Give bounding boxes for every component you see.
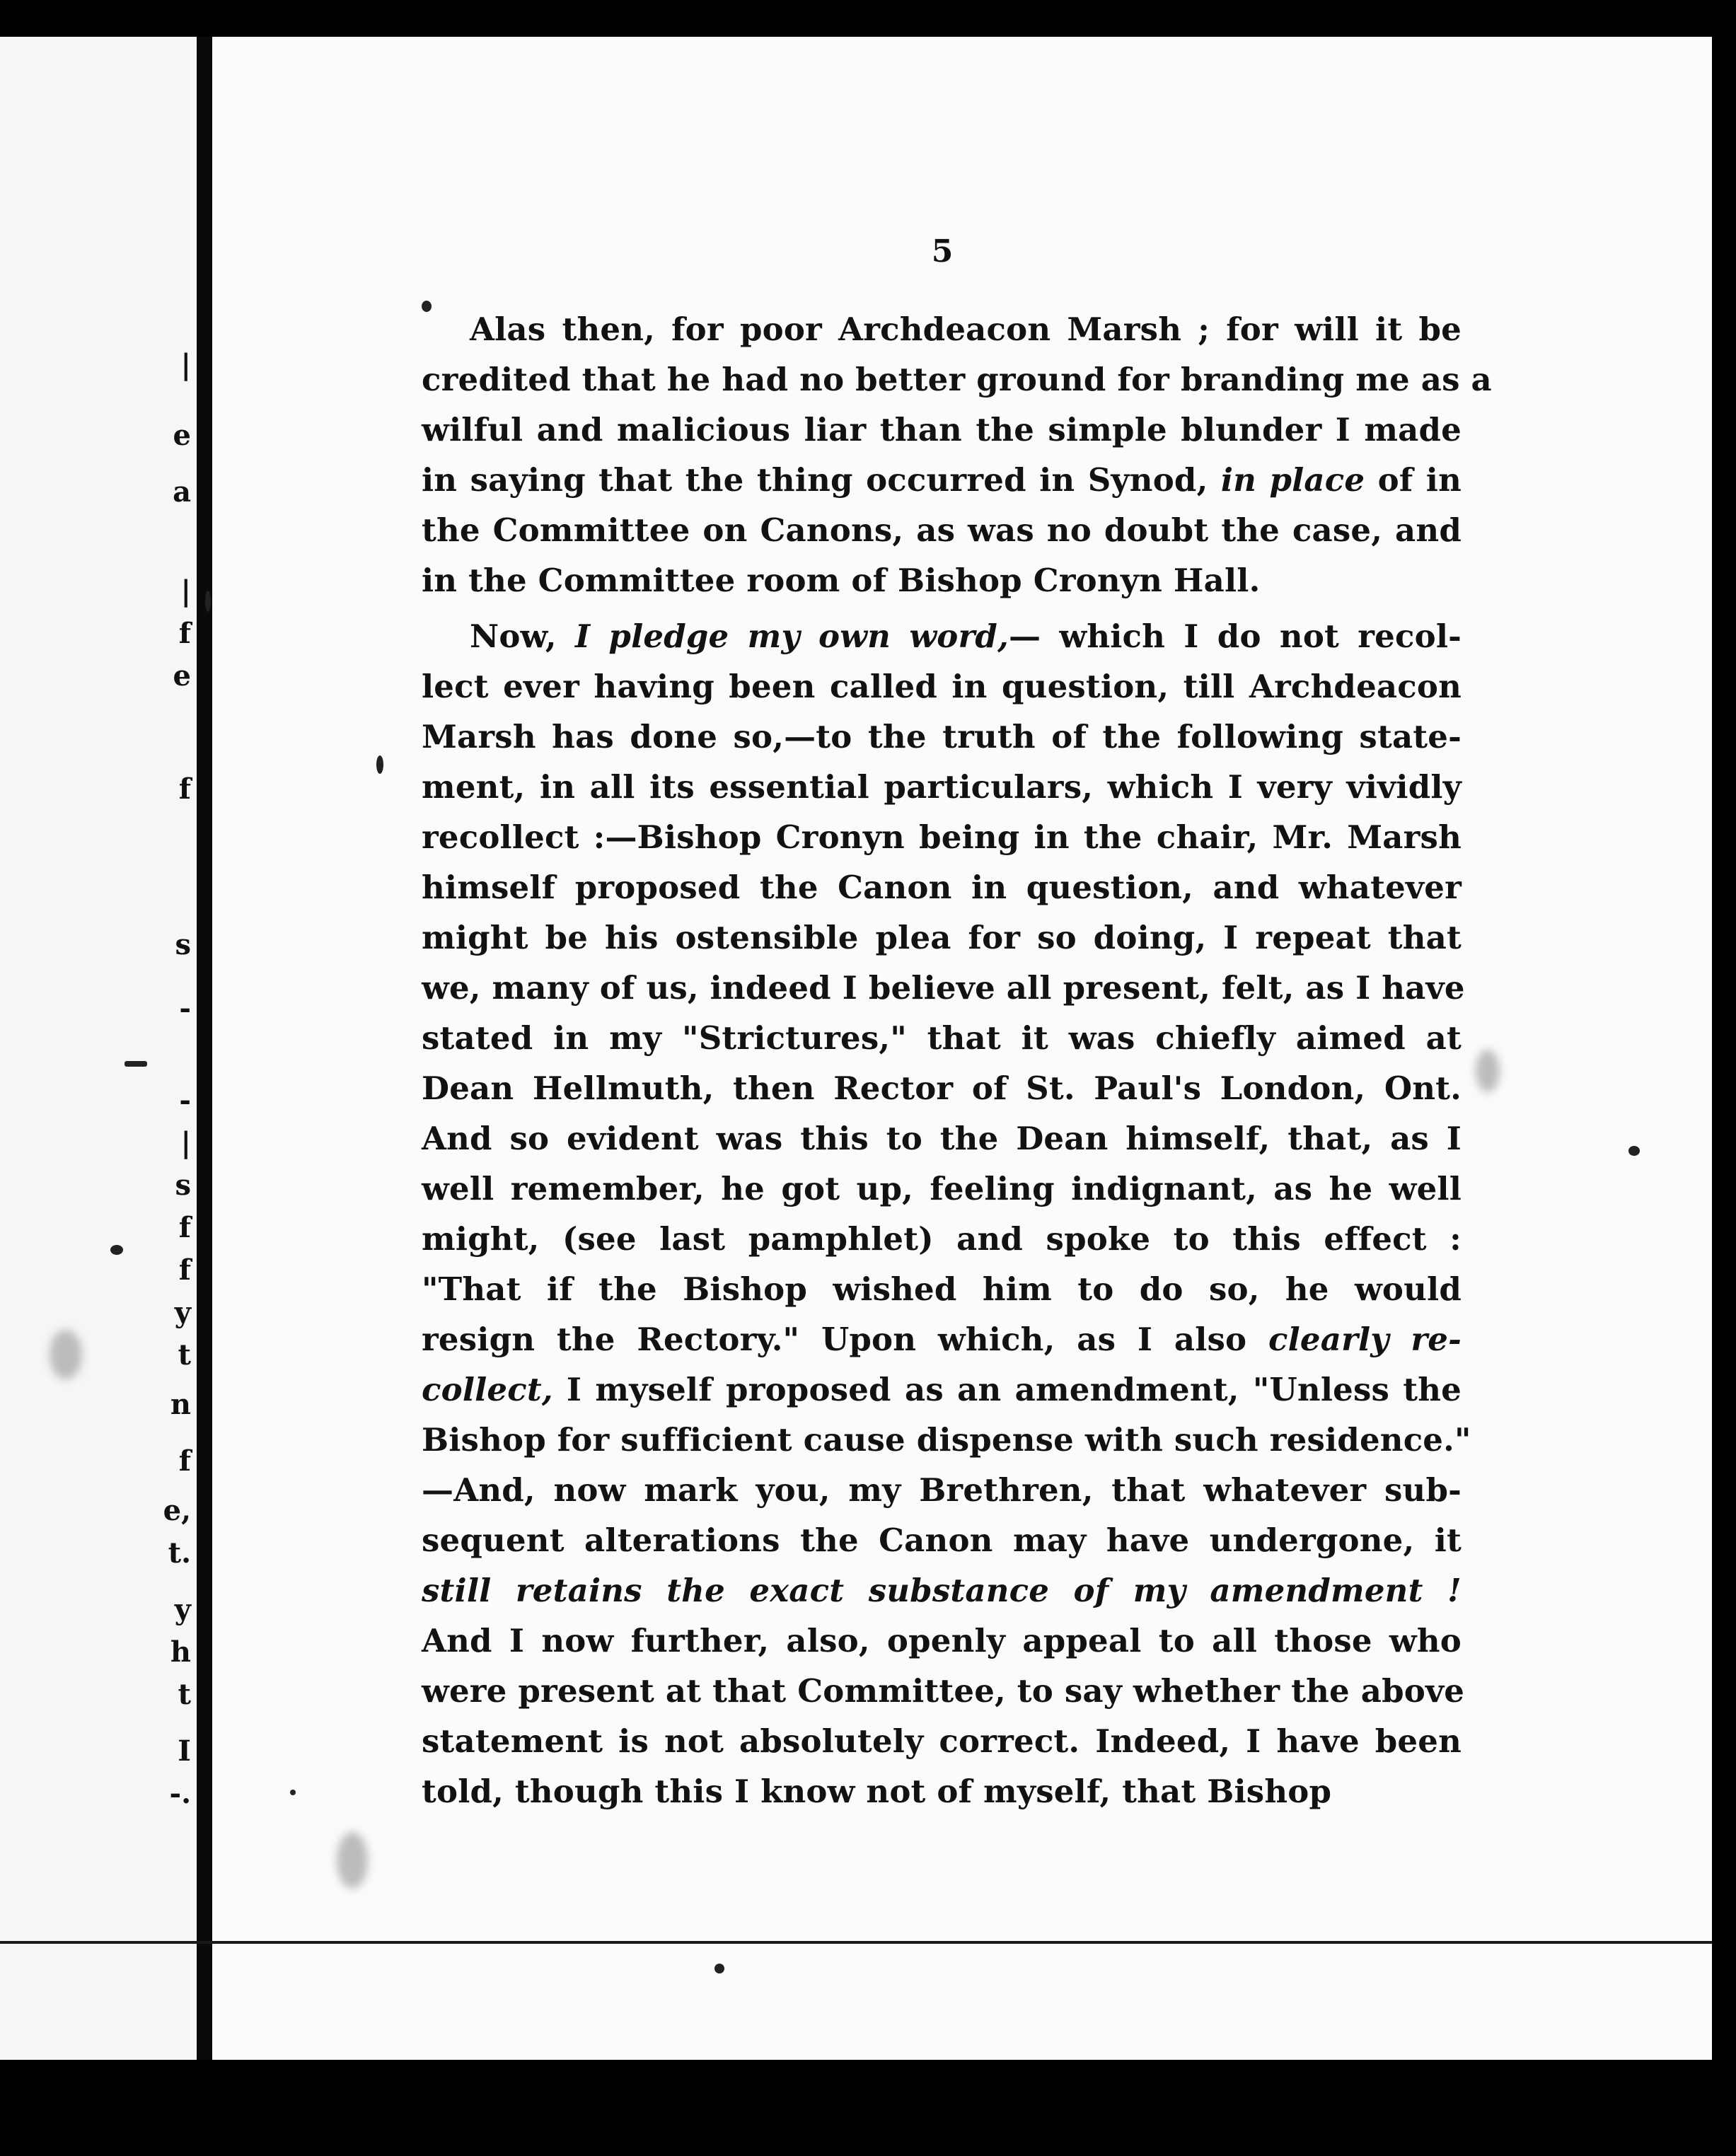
speck bbox=[290, 1790, 296, 1795]
text-line: credited that he had no better ground for branding me as a bbox=[422, 361, 1492, 398]
cut-off-character: s bbox=[175, 1169, 191, 1202]
smudge bbox=[1476, 1050, 1500, 1092]
text-line: Alas then, for poor Archdeacon Marsh ; for will it be bbox=[470, 311, 1462, 348]
text-line bbox=[422, 1565, 1462, 1616]
cut-off-character: -. bbox=[169, 1777, 191, 1810]
cut-off-character: n bbox=[170, 1388, 191, 1421]
text-line: told, though this I know not of myself, that Bishop bbox=[422, 1773, 1332, 1810]
italic-phrase: I pledge my own word, bbox=[574, 618, 1009, 655]
page-gutter bbox=[197, 37, 212, 2060]
italic-phrase: in place bbox=[1220, 461, 1365, 499]
text-line: in the Committee room of Bishop Cronyn Hall. bbox=[422, 562, 1261, 599]
cut-off-character: y bbox=[174, 1296, 191, 1329]
paragraph bbox=[422, 611, 1471, 1816]
italic-phrase: clearly re- bbox=[1268, 1321, 1462, 1358]
text-line: in saying that the thing occurred in Synod, in place of in bbox=[422, 461, 1462, 499]
cut-off-character: f bbox=[178, 1211, 191, 1244]
text-line: we, many of us, indeed I believe all present, felt, as I have bbox=[422, 969, 1465, 1007]
text-line: "That if the Bishop wished him to do so, he would bbox=[422, 1270, 1462, 1308]
text-line: And I now further, also, openly appeal to all those who bbox=[422, 1622, 1462, 1659]
cut-off-character: - bbox=[179, 992, 191, 1025]
cut-off-character: e bbox=[173, 659, 191, 692]
cut-off-character: t bbox=[178, 1338, 191, 1372]
cut-off-character: s bbox=[175, 928, 191, 961]
cut-off-character: - bbox=[179, 1084, 191, 1117]
text-line: resign the Rectory." Upon which, as I also clearly re- bbox=[422, 1321, 1462, 1358]
text-line: stated in my "Strictures," that it was chiefly aimed at bbox=[422, 1019, 1462, 1057]
cut-off-character: e bbox=[173, 419, 191, 452]
smudge bbox=[337, 1832, 368, 1889]
text-line: ment, in all its essential particulars, which I very vividly bbox=[422, 768, 1462, 806]
text-line: Marsh has done so,—to the truth of the following state- bbox=[422, 718, 1462, 755]
text-line: sequent alterations the Canon may have undergone, it bbox=[422, 1522, 1462, 1559]
text-line: Dean Hellmuth, then Rector of St. Paul's London, Ont. bbox=[422, 1070, 1462, 1107]
cut-off-character: a bbox=[173, 475, 191, 509]
cut-off-character: | bbox=[180, 574, 191, 608]
speck bbox=[376, 755, 383, 774]
previous-page-cut-text bbox=[0, 37, 197, 1947]
text-line: Now, I pledge my own word,— which I do not recol- bbox=[470, 618, 1462, 655]
text-line: might, (see last pamphlet) and spoke to this effect : bbox=[422, 1220, 1462, 1258]
scan-bottom-border bbox=[0, 2060, 1736, 2156]
text-line: well remember, he got up, feeling indignant, as he well bbox=[422, 1170, 1462, 1207]
text-line: the Committee on Canons, as was no doubt the case, and bbox=[422, 511, 1462, 549]
cut-off-character: f bbox=[178, 617, 191, 650]
text-line: were present at that Committee, to say whether the above bbox=[422, 1672, 1465, 1710]
fold-line bbox=[0, 1941, 1712, 1944]
cut-off-character: f bbox=[178, 1253, 191, 1287]
text-line: Bishop for sufficient cause dispense with such residence." bbox=[422, 1421, 1471, 1459]
page-number: 5 bbox=[931, 233, 954, 270]
text-line: statement is not absolutely correct. Indeed, I have been bbox=[422, 1722, 1462, 1760]
italic-phrase: collect, bbox=[422, 1371, 553, 1408]
speck bbox=[1628, 1146, 1640, 1156]
speck bbox=[714, 1964, 724, 1974]
smudge bbox=[50, 1330, 82, 1379]
cut-off-character: y bbox=[174, 1593, 191, 1626]
body-text bbox=[422, 304, 1492, 1816]
text-line: wilful and malicious liar than the simple blunder I made bbox=[422, 411, 1462, 448]
speck bbox=[125, 1061, 147, 1067]
cut-off-character: t bbox=[178, 1678, 191, 1711]
text-line: collect, I myself proposed as an amendment, "Unless the bbox=[422, 1371, 1462, 1408]
cut-off-character: e, bbox=[163, 1494, 191, 1527]
text-line: recollect :—Bishop Cronyn being in the chair, Mr. Marsh bbox=[422, 818, 1462, 856]
cut-off-character: t. bbox=[168, 1536, 191, 1570]
italic-phrase: still retains the exact substance of my amendment ! bbox=[422, 1572, 1462, 1609]
text-line: himself proposed the Canon in question, and whatever bbox=[422, 869, 1462, 906]
cut-off-character: f bbox=[178, 772, 191, 806]
cut-off-character: | bbox=[180, 348, 191, 381]
cut-off-character: I bbox=[178, 1734, 191, 1768]
text-line: And so evident was this to the Dean himself, that, as I bbox=[422, 1120, 1462, 1157]
scan-right-border bbox=[1712, 28, 1736, 2156]
text-line: —And, now mark you, my Brethren, that whatever sub- bbox=[422, 1471, 1462, 1509]
cut-off-character: | bbox=[180, 1126, 191, 1159]
cut-off-character: h bbox=[170, 1635, 191, 1669]
text-line: lect ever having been called in question, till Archdeacon bbox=[422, 668, 1462, 705]
text-line: might be his ostensible plea for so doing, I repeat that bbox=[422, 919, 1462, 956]
speck bbox=[205, 591, 211, 612]
speck bbox=[110, 1245, 123, 1255]
cut-off-character: f bbox=[178, 1444, 191, 1478]
paragraph bbox=[422, 304, 1492, 605]
